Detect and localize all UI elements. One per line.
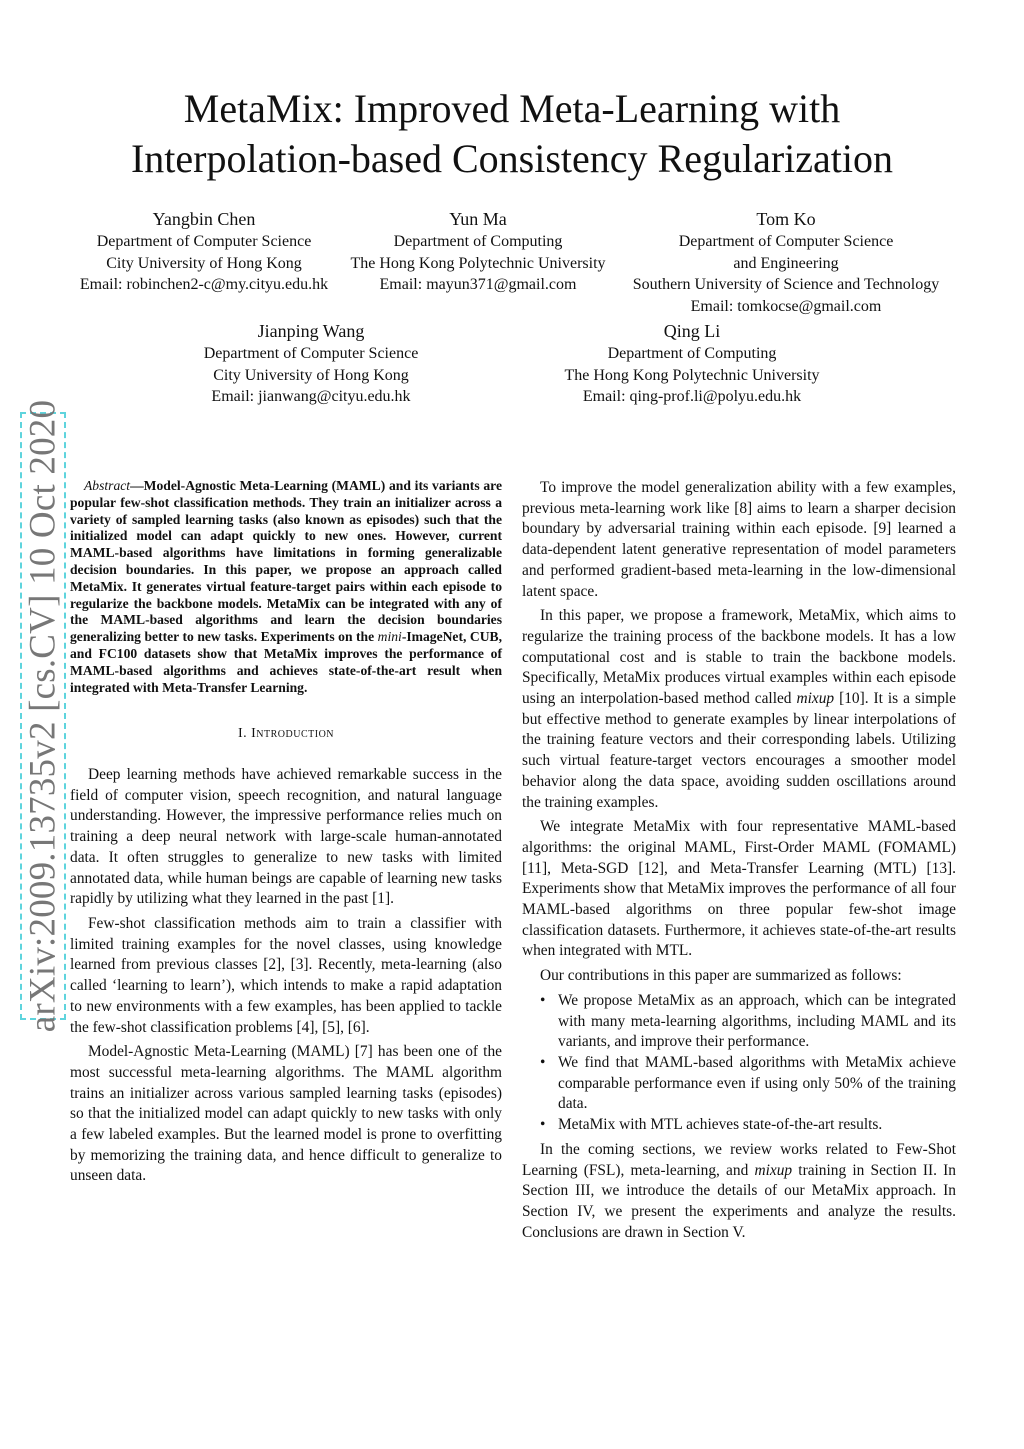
paragraph-emphasis: mixup — [796, 690, 835, 708]
paragraph: Model-Agnostic Meta-Learning (MAML) [7] has been one of the most successful meta-learning algorithms. The MAML algorithm trains an initializer across various sampled learning tasks (episodes) so that the initialized model can adapt quickly to new tasks with only a few labeled examples. But the learned model is prone to overfitting by memorizing the training data, and hence difficult to generalize to unseen data. — [70, 1043, 502, 1185]
author-affiliation: Department of Computer Science — [203, 345, 419, 362]
arxiv-stamp — [20, 399, 66, 1033]
author-name: Qing Li — [663, 321, 721, 341]
list-item: • MetaMix with MTL achieves state-of-the-art results. — [558, 1115, 956, 1136]
left-column — [70, 478, 502, 1191]
paragraph-text: [10]. It is a simple but effective method to generate examples by linear interpolations of the training feature vectors and their corresponding labels. Utilizing such virtual feature-target vectors encourages a smoother model behavior along the data space, avoiding sudden oscillations around the training examples. — [522, 690, 956, 811]
contribution-list — [522, 991, 956, 1136]
paragraph: Our contributions in this paper are summarized as follows: — [540, 967, 902, 985]
section-heading-introduction: I. Introduction — [237, 726, 335, 742]
author-affiliation: Department of Computing — [607, 345, 777, 362]
arxiv-id: arXiv:2009.13735v2 [cs.CV] 10 Oct 2020 — [22, 399, 64, 1033]
author-block-2 — [338, 207, 618, 296]
abstract-text-a: —Model-Agnostic Meta-Learning (MAML) and its variants are popular few-shot classification methods. They train an initializer across a variety of sampled learning tasks (also known as episodes) such that the initialized model can adapt quickly to new ones. However, current MAML-based algorithms have limitations in forming generalizable decision boundaries. In this paper, we propose an approach called MetaMix. It generates virtual feature-target pairs within each episode to regularize the backbone models. MetaMix can be integrated with any of the MAML-based algorithms and learn the decision boundaries generalizing better to new tasks. Experiments on the — [70, 478, 502, 645]
author-affiliation: The Hong Kong Polytechnic University — [564, 366, 820, 384]
author-name: Tom Ko — [756, 209, 816, 229]
author-email: Email: jianwang@cityu.edu.hk — [211, 388, 411, 405]
title-line-1: MetaMix: Improved Meta-Learning with — [183, 86, 841, 131]
author-email: Email: qing-prof.li@polyu.edu.hk — [582, 388, 802, 405]
paragraph-text: training in Section II. In Section III, we introduce the details of our MetaMix approach. In Section IV, we present the experiments and analyze the results. Conclusions are drawn in Section V. — [522, 1161, 956, 1241]
author-affiliation: The Hong Kong Polytechnic University — [350, 254, 606, 272]
paragraph — [522, 606, 956, 813]
list-item: • We propose MetaMix as an approach, which can be integrated with many meta-learning algorithms, including MAML and its variants, and improve their performance. — [558, 991, 956, 1053]
abstract-text-em: mini — [377, 629, 402, 645]
author-block-1 — [70, 207, 338, 296]
paragraph-emphasis: mixup — [754, 1161, 793, 1179]
author-affiliation: City University of Hong Kong — [213, 366, 409, 384]
author-email: Email: robinchen2-c@my.cityu.edu.hk — [79, 276, 329, 293]
author-email: Email: tomkocse@gmail.com — [690, 297, 882, 315]
author-name: Yun Ma — [449, 209, 507, 229]
paragraph: We integrate MetaMix with four representative MAML-based algorithms: the original MAML, First-Order MAML (FOMAML) [11], Meta-SGD [12], and Meta-Transfer Learning (MTL) [13]. Experiments show that MetaMix improves the performance of all four MAML-based algorithms on three popular few-shot image classification datasets. Furthermore, it achieves state-of-the-art results when integrated with MTL. — [522, 818, 956, 960]
author-name: Jianping Wang — [257, 321, 365, 341]
paragraph: To improve the model generalization ability with a few examples, previous meta-learning work like [8] aims to learn a sharper decision boundary by adversarial training within each episode. [9] learned a data-dependent latent generative representation of model parameters and performed gradient-based meta-learning in the low-dimensional latent space. — [522, 479, 956, 600]
author-affiliation: City University of Hong Kong — [106, 254, 302, 272]
author-affiliation: Department of Computer Science — [96, 233, 312, 250]
author-block-5 — [552, 319, 832, 408]
paragraph — [522, 1140, 956, 1244]
paper-title — [60, 84, 964, 184]
abstract-text-b: -ImageNet, CUB, and FC100 datasets show that MetaMix improves the performance of MAML-based algorithms and achieves state-of-the-art result when integrated with Meta-Transfer Learning. — [70, 629, 502, 695]
author-block-3 — [618, 207, 954, 317]
author-affiliation: and Engineering — [733, 254, 839, 272]
paragraph-text: In the coming sections, we review works related to Few-Shot Learning (FSL), meta-learning, and — [522, 1140, 956, 1179]
paragraph: Few-shot classification methods aim to train a classifier with limited training examples for the novel classes, using knowledge learned from previous classes [2], [3]. Recently, meta-learning (also called ‘learning to learn’), which intends to make a rapid adaptation to new environments with a few examples, has been applied to tackle the few-shot classification problems [4], [5], [6]. — [70, 914, 502, 1036]
author-name: Yangbin Chen — [152, 209, 256, 229]
author-block-4 — [190, 319, 432, 408]
paragraph-text: In this paper, we propose a framework, MetaMix, which aims to regularize the training process of the backbone models. It has a low computational cost and is stable to train the backbone models. Specifically, MetaMix produces virtual examples within each episode using an interpolation-based method called — [522, 607, 956, 708]
paragraph: Deep learning methods have achieved remarkable success in the field of computer vision, speech recognition, and natural language understanding. However, the impressive performance relies much on training a deep neural network with large-scale human-annotated data. It often struggles to generalize to new tasks with limited annotated data, while human beings are capable of learning new tasks rapidly by utilizing what they learned in the past [1]. — [70, 766, 502, 908]
abstract — [70, 478, 502, 696]
abstract-label: Abstract — [84, 478, 131, 493]
author-affiliation: Southern University of Science and Technology — [632, 276, 940, 293]
list-item: • We find that MAML-based algorithms with MetaMix achieve comparable performance even if using only 50% of the training data. — [558, 1053, 956, 1115]
author-affiliation: Department of Computer Science — [678, 233, 894, 250]
author-affiliation: Department of Computing — [393, 233, 563, 250]
author-email: Email: mayun371@gmail.com — [379, 276, 577, 293]
right-column — [522, 478, 956, 1247]
title-line-2: Interpolation-based Consistency Regularization — [130, 136, 893, 181]
